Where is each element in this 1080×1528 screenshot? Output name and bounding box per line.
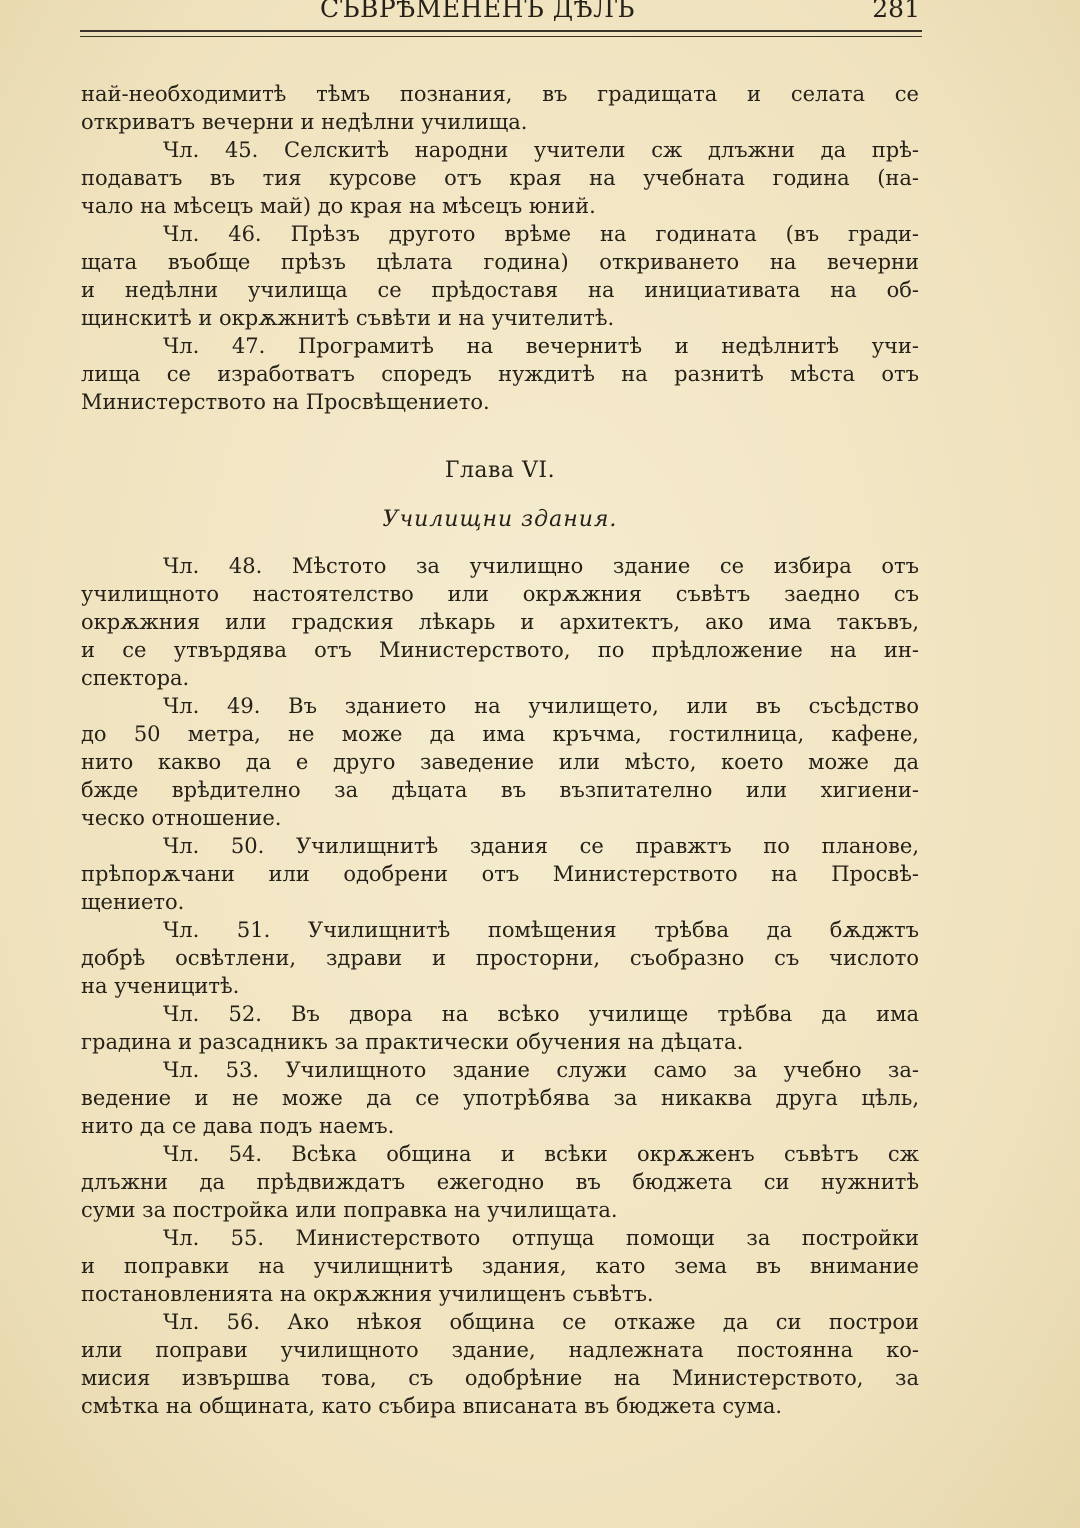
text-line: щението. [81, 890, 185, 914]
paragraph-article-51 [81, 916, 919, 1000]
text-line: окрѫжния или градския лѣкарь и архитектъ, ако има такъвъ, [81, 610, 919, 634]
paragraph-article-46 [81, 220, 919, 332]
text-line: Чл. 49. Въ зданието на училището, или въ съсѣдство [163, 694, 919, 718]
text-line: Чл. 48. Мѣстото за училищно здание се избира отъ [163, 554, 919, 578]
paragraph-article-53 [81, 1056, 919, 1140]
text-line: нито да се дава подъ наемъ. [81, 1114, 395, 1138]
text-line: длъжни да прѣдвиждатъ ежегодно въ бюджета си нужнитѣ [81, 1170, 919, 1194]
text-line: Чл. 47. Програмитѣ на вечернитѣ и недѣлнитѣ учи- [163, 334, 919, 358]
text-line: прѣпорѫчани или одобрени отъ Министерството на Просвѣ- [81, 862, 919, 886]
text-line: до 50 метра, не може да има кръчма, гостилница, кафене, [81, 722, 919, 746]
paragraph-article-49 [81, 692, 919, 832]
text-line: спектора. [81, 666, 190, 690]
text-line: или поправи училищното здание, надлежната постоянна ко- [81, 1338, 919, 1362]
text-line: и поправки на училищнитѣ здания, като зема въ внимание [81, 1254, 919, 1278]
header-rule-thin [80, 36, 922, 37]
paragraph-article-50 [81, 832, 919, 916]
paragraph-article-47 [81, 332, 919, 416]
text-line: откриватъ вечерни и недѣлни училища. [81, 110, 528, 134]
paragraph-article-55 [81, 1224, 919, 1308]
page-number: 281 [872, 0, 920, 23]
running-header [80, 0, 922, 24]
text-line: на ученицитѣ. [81, 974, 240, 998]
text-line: Чл. 51. Училищнитѣ помѣщения трѣбва да бѫджтъ [163, 918, 919, 942]
paragraph-article-48 [81, 552, 919, 692]
text-line: ческо отношение. [81, 806, 282, 830]
text-line: Чл. 53. Училищното здание служи само за учебно за- [163, 1058, 919, 1082]
paragraph-article-52 [81, 1000, 919, 1056]
paragraph-article-45 [81, 136, 919, 220]
text-line: подаватъ въ тия курсове отъ края на учебната година (на- [81, 166, 919, 190]
text-line: бжде врѣдително за дѣцата въ възпитателно или хигиени- [81, 778, 919, 802]
chapter-heading: Глава VI. [444, 458, 556, 483]
text-line: лища се изработватъ споредъ нуждитѣ на разнитѣ мѣста отъ [81, 362, 919, 386]
running-title: СЪВРѢМЕНЕНЪ ДѢЛЪ [320, 0, 635, 23]
text-line: най-необходимитѣ тѣмъ познания, въ градищата и селата се [81, 82, 919, 106]
text-line: и се утвърдява отъ Министерството, по прѣдложение на ин- [81, 638, 919, 662]
text-line: и недѣлни училища се прѣдоставя на инициативата на об- [81, 278, 919, 302]
text-block-bottom [81, 552, 919, 1420]
text-line: Чл. 52. Въ двора на всѣко училище трѣбва да има [163, 1002, 919, 1026]
text-line: щата въобще прѣзъ цѣлата година) откриването на вечерни [81, 250, 919, 274]
text-line: Чл. 46. Прѣзъ другото врѣме на годината (въ гради- [163, 222, 919, 246]
text-line: суми за постройка или поправка на училищата. [81, 1198, 618, 1222]
text-line: мисия извършва това, съ одобрѣние на Министерството, за [81, 1366, 919, 1390]
text-line: Чл. 54. Всѣка община и всѣки окрѫженъ съвѣтъ сж [163, 1142, 919, 1166]
text-line: градина и разсадникъ за практически обучения на дѣцата. [81, 1030, 744, 1054]
text-line: постановленията на окрѫжния училищенъ съвѣтъ. [81, 1282, 654, 1306]
text-line: ведение и не може да се употрѣбява за никаква друга цѣль, [81, 1086, 919, 1110]
text-line: Чл. 50. Училищнитѣ здания се правжтъ по планове, [163, 834, 919, 858]
paragraph-article-56 [81, 1308, 919, 1420]
text-line: нито какво да е друго заведение или мѣсто, което може да [81, 750, 919, 774]
text-line: щинскитѣ и окрѫжнитѣ съвѣти и на учителитѣ. [81, 306, 615, 330]
text-line: чало на мѣсецъ май) до края на мѣсецъ юний. [81, 194, 596, 218]
text-line: Чл. 55. Министерството отпуща помощи за постройки [163, 1226, 919, 1250]
text-line: училищното настоятелство или окрѫжния съвѣтъ заедно съ [81, 582, 919, 606]
header-rule [80, 30, 922, 32]
text-line: добрѣ освѣтлени, здрави и просторни, съобразно съ числото [81, 946, 919, 970]
text-line: Чл. 45. Селскитѣ народни учители сж длъжни да прѣ- [163, 138, 919, 162]
text-line: Министерството на Просвѣщението. [81, 390, 490, 414]
text-block-top [81, 80, 919, 416]
paragraph-article-54 [81, 1140, 919, 1224]
chapter-subtitle: Училищни здания. [382, 507, 618, 532]
text-line: Чл. 56. Ако нѣкоя община се откаже да си построи [163, 1310, 919, 1334]
text-line: смѣтка на общината, като събира вписаната въ бюджета сума. [81, 1394, 783, 1418]
paragraph [81, 80, 919, 136]
